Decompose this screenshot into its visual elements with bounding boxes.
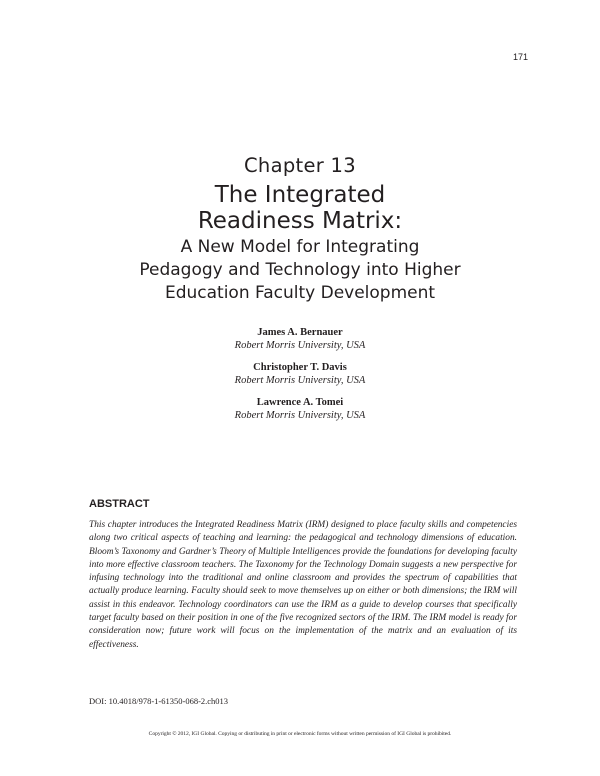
subtitle-line: Education Faculty Development (164, 283, 436, 303)
author-block (0, 361, 600, 387)
author-block (0, 396, 600, 422)
chapter-title (0, 182, 600, 234)
title-line: The Integrated (214, 182, 386, 208)
author-block (0, 326, 600, 352)
title-line: Readiness Matrix: (197, 208, 403, 234)
author-affiliation: Robert Morris University, USA (234, 375, 366, 386)
subtitle-line: A New Model for Integrating (180, 237, 420, 257)
author-affiliation: Robert Morris University, USA (234, 340, 366, 351)
abstract-text: This chapter introduces the Integrated Readiness Matrix (IRM) designed to place faculty skills and competencies along two critical aspects of teaching and learning: the pedagogical and technology dimensions of education. Bloom’s Taxonomy and Gardner’s Theory of Multiple Intelligences provide the foundations for developing faculty into more effective classroom teachers. The Taxonomy for the Technology Domain suggests a new perspective for infusing technology into the traditional and online classroom and provides the spectrum of capabilities that actually produce learning. Faculty should seek to move themselves up on either or both dimensions; the IRM will assist in this endeavor. Technology coordinators can use the IRM as a guide to develop courses that specifically target faculty based on their position in one of the five recognized sectors of the IRM. The IRM model is ready for consideration now; future work will focus on the implementation of the matrix and an evaluation of its effectiveness. (89, 520, 517, 650)
author-name: James A. Bernauer (257, 327, 343, 338)
author-affiliation: Robert Morris University, USA (234, 410, 366, 421)
doi-line: DOI: 10.4018/978-1-61350-068-2.ch013 (89, 696, 229, 706)
abstract-heading: ABSTRACT (89, 498, 150, 510)
author-name: Lawrence A. Tomei (256, 397, 344, 408)
page-number: 171 (512, 52, 528, 62)
author-name: Christopher T. Davis (253, 362, 347, 373)
chapter-subtitle (0, 236, 600, 305)
copyright-notice: Copyright © 2012, IGI Global. Copying or distributing in print or electronic forms without written permission of IGI Global is prohibited. (148, 731, 452, 737)
chapter-label: Chapter 13 (244, 154, 356, 177)
author-list (0, 326, 600, 431)
subtitle-line: Pedagogy and Technology into Higher (139, 260, 461, 280)
